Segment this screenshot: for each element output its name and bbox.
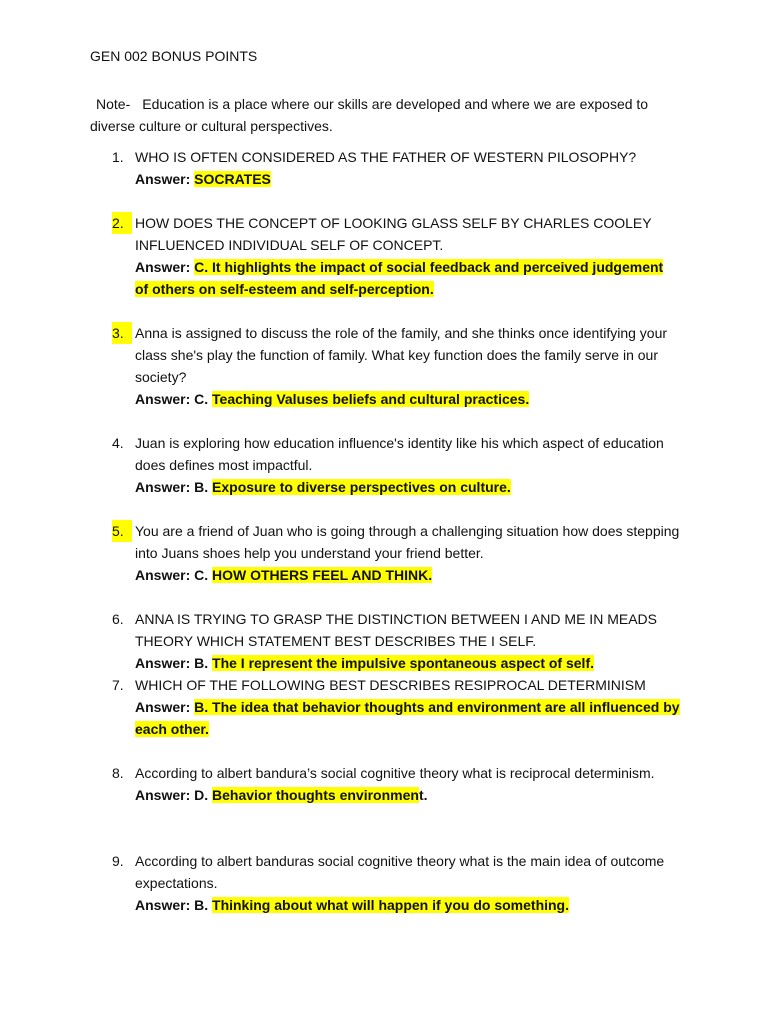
note-label: Note-	[96, 96, 131, 112]
answer-line	[135, 894, 680, 916]
answer-line	[135, 652, 680, 674]
answer-line	[135, 696, 680, 740]
answer-highlight: C. It highlights the impact of social feedback and perceived judgement of others on self-esteem and self-perception.	[135, 259, 664, 297]
answer-label: Answer:	[135, 699, 191, 715]
question-text: HOW DOES THE CONCEPT OF LOOKING GLASS SELF BY CHARLES COOLEY INFLUENCED INDIVIDUAL SELF OF CONCEPT.	[135, 215, 652, 253]
answer-highlight: Thinking about what will happen if you do something.	[212, 897, 570, 913]
question-number: 5.	[112, 520, 132, 542]
question-text: WHO IS OFTEN CONSIDERED AS THE FATHER OF WESTERN PILOSOPHY?	[135, 149, 637, 165]
answer-label: Answer:	[135, 897, 191, 913]
question-number: 1.	[112, 149, 124, 165]
question-text: According to albert banduras social cognitive theory what is the main idea of outcome expectations.	[135, 853, 665, 891]
answer-prefix: B.	[194, 479, 209, 495]
answer-line	[135, 168, 680, 190]
answer-prefix: C.	[194, 567, 209, 583]
question-text: WHICH OF THE FOLLOWING BEST DESCRIBES RESIPROCAL DETERMINISM	[135, 677, 646, 693]
answer-line	[135, 564, 680, 586]
note-text: Education is a place where our skills are developed and where we are exposed to diverse culture or cultural perspectives.	[90, 96, 649, 134]
answer-label: Answer:	[135, 655, 191, 671]
answer-label: Answer:	[135, 787, 191, 803]
question-number: 2.	[112, 212, 132, 234]
answer-label: Answer:	[135, 391, 191, 407]
answer-label: Answer:	[135, 567, 191, 583]
question-number: 7.	[112, 677, 124, 693]
answer-prefix: B.	[194, 655, 209, 671]
answer-highlight: The I represent the impulsive spontaneous aspect of self.	[212, 655, 595, 671]
answer-highlight: Behavior thoughts environmen	[212, 787, 419, 803]
question-text: Juan is exploring how education influence's identity like his which aspect of education does defines most impactful.	[135, 435, 664, 473]
answer-label: Answer:	[135, 171, 191, 187]
answer-highlight: HOW OTHERS FEEL AND THINK.	[212, 567, 433, 583]
note-paragraph	[90, 93, 690, 137]
document-title: GEN 002 BONUS POINTS	[90, 48, 258, 64]
question-number: 6.	[112, 611, 124, 627]
question-number: 4.	[112, 435, 124, 451]
question-text: ANNA IS TRYING TO GRASP THE DISTINCTION BETWEEN I AND ME IN MEADS THEORY WHICH STATEMENT BEST DESCRIBES THE I SELF.	[135, 611, 657, 649]
answer-prefix: C.	[194, 391, 209, 407]
question-number: 3.	[112, 322, 132, 344]
answer-line	[135, 476, 680, 498]
answer-line	[135, 256, 680, 300]
question-number: 9.	[112, 853, 124, 869]
question-number: 8.	[112, 765, 124, 781]
answer-highlight: Exposure to diverse perspectives on culture.	[212, 479, 511, 495]
answer-prefix: B.	[194, 897, 209, 913]
answer-line	[135, 784, 680, 806]
answer-suffix: t.	[418, 787, 428, 803]
question-text: According to albert bandura’s social cognitive theory what is reciprocal determinism.	[135, 765, 655, 781]
answer-highlight: Teaching Valuses beliefs and cultural practices.	[212, 391, 530, 407]
answer-highlight: SOCRATES	[194, 171, 271, 187]
question-text: You are a friend of Juan who is going through a challenging situation how does stepping into Juans shoes help you understand your friend better.	[135, 523, 680, 561]
answer-highlight: B. The idea that behavior thoughts and environment are all influenced by each other.	[135, 699, 680, 737]
answer-line	[135, 388, 680, 410]
answer-label: Answer:	[135, 479, 191, 495]
question-text: Anna is assigned to discuss the role of the family, and she thinks once identifying your class she's play the function of family. What key function does the family serve in our society?	[135, 325, 668, 385]
answer-label: Answer:	[135, 259, 191, 275]
answer-prefix: D.	[194, 787, 209, 803]
